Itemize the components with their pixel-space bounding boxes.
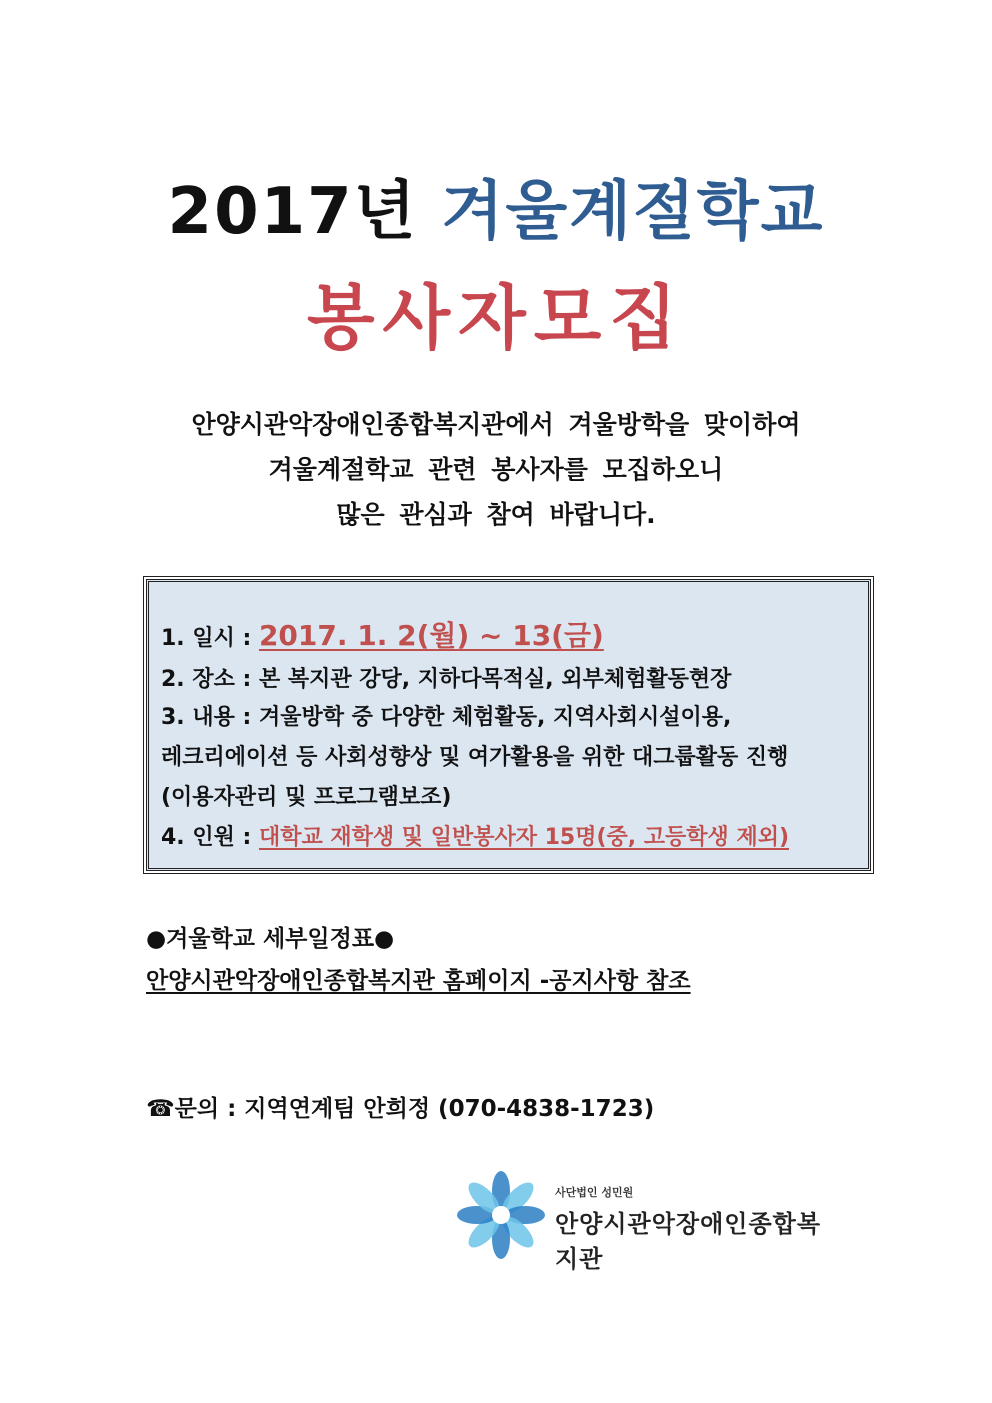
page-title [0,160,992,252]
flower-logo-icon [455,1170,547,1260]
intro-text [0,402,992,537]
org-subtitle: 사단법인 성민원 [555,1186,634,1199]
info-date-label: 1. 일시 : [161,626,259,651]
info-people [161,820,789,851]
intro-line: 많은 관심과 참여 바랍니다. [336,500,656,529]
info-content: 3. 내용 : 겨울방학 중 다양한 체험활동, 지역사회시설이용, [161,705,732,730]
info-date-value: 2017. 1. 2(월) ~ 13(금) [258,619,604,652]
info-box [146,579,871,871]
org-logo [455,1170,835,1273]
info-people-label: 4. 인원 : [161,825,259,850]
title-school: 겨울계절학교 [441,175,825,249]
title-year: 2017년 [167,175,418,249]
contact-info: ☎문의 : 지역연계팀 안희정 (070-4838-1723) [146,1096,655,1122]
intro-line: 안양시관악장애인종합복지관에서 겨울방학을 맞이하여 [191,410,801,439]
intro-line: 겨울계절학교 관련 봉사자를 모집하오니 [268,455,724,484]
info-people-value: 대학교 재학생 및 일반봉사자 15명(중, 고등학생 제외) [258,825,790,850]
info-place: 2. 장소 : 본 복지관 강당, 지하다목적실, 외부체험활동현장 [161,667,732,692]
schedule-title: ●겨울학교 세부일정표● [146,926,395,952]
info-content: 레크리에이션 등 사회성향상 및 여가활용을 위한 대그룹활동 진행 [161,745,789,770]
org-name: 안양시관악장애인종합복지관 [555,1210,822,1273]
schedule-link[interactable]: 안양시관악장애인종합복지관 홈페이지 -공지사항 참조 [146,968,691,994]
page-subtitle: 봉사자모집 [306,277,686,359]
info-date [161,614,604,654]
info-content: (이용자관리 및 프로그램보조) [161,785,452,810]
